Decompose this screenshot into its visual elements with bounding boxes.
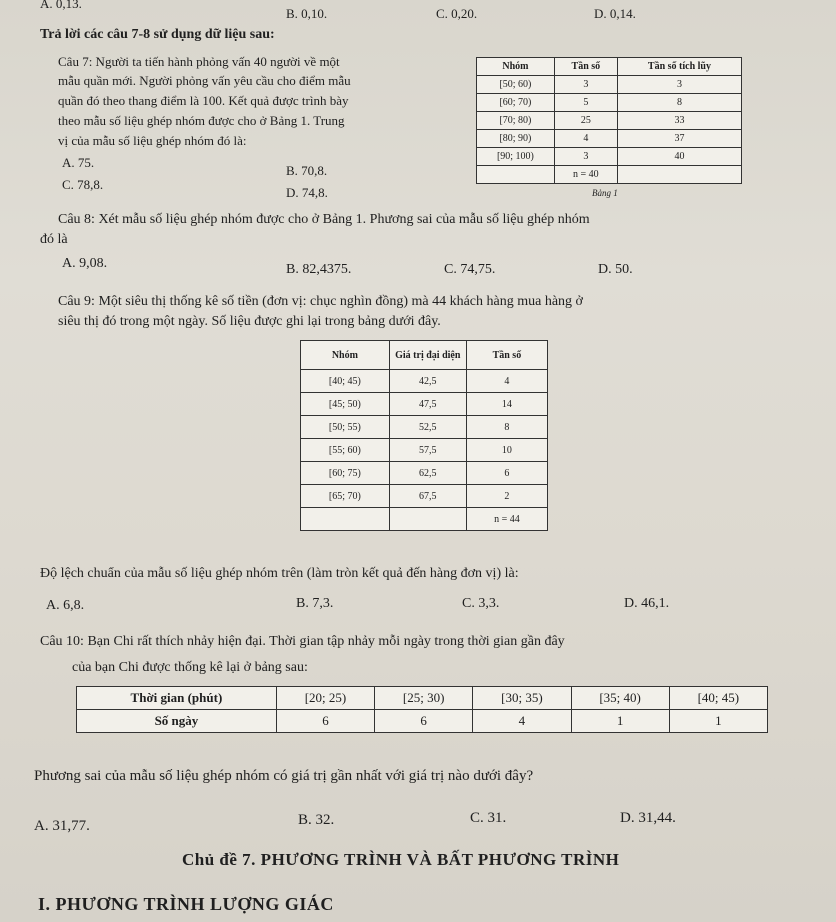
table-row <box>477 94 742 112</box>
table-row <box>477 148 742 166</box>
table-cell: 3 <box>554 76 617 94</box>
q10-option-c: C. 31. <box>470 810 507 826</box>
table-cell: [80; 90) <box>477 130 555 148</box>
table-row <box>477 76 742 94</box>
table-cell: [90; 100) <box>477 148 555 166</box>
table-1-header-cell: Tần số <box>554 58 617 76</box>
table-cell: 3 <box>617 76 741 94</box>
table-row <box>77 687 768 710</box>
table-row <box>301 508 548 531</box>
table-cell: [60; 75) <box>301 462 390 485</box>
table-2-header <box>301 341 548 370</box>
q10-question: Phương sai của mẫu số liệu ghép nhóm có giá trị gần nhất với giá trị nào dưới đây? <box>34 768 534 784</box>
table-cell: 37 <box>617 130 741 148</box>
table-2 <box>300 340 548 531</box>
table-cell: 6 <box>375 710 473 733</box>
q8-option-b: B. 82,4375. <box>286 262 352 277</box>
q8-option-a: A. 9,08. <box>62 256 108 271</box>
q7-option-b: B. 70,8. <box>286 163 328 178</box>
table-1 <box>476 57 742 184</box>
q10-option-d: D. 31,44. <box>620 810 676 826</box>
table-1-caption: Bảng 1 <box>592 188 618 198</box>
table-cell: [60; 70) <box>477 94 555 112</box>
table-cell: [65; 70) <box>301 485 390 508</box>
table-cell <box>477 166 555 184</box>
top-option-c: C. 0,20. <box>436 6 478 21</box>
table-cell: [35; 40) <box>571 687 669 710</box>
q10-option-a: A. 31,77. <box>34 818 90 834</box>
q9-option-c: C. 3,3. <box>462 596 500 611</box>
table-row <box>301 462 548 485</box>
table-row <box>301 393 548 416</box>
q9-question: Độ lệch chuẩn của mẫu số liệu ghép nhóm trên (làm tròn kết quả đến hàng đơn vị) là: <box>40 566 519 581</box>
q7-line-4: theo mẫu số liệu ghép nhóm được cho ở Bảng 1. Trung <box>58 113 345 128</box>
table-1-header-cell: Nhóm <box>477 58 555 76</box>
q8-line-2: đó là <box>40 232 68 247</box>
table-cell: 33 <box>617 112 741 130</box>
table-cell: 8 <box>617 94 741 112</box>
table-cell: 25 <box>554 112 617 130</box>
table-row <box>301 439 548 462</box>
q9-line-1: Câu 9: Một siêu thị thống kê số tiền (đơn vị: chục nghìn đồng) mà 44 khách hàng mua hàng ở <box>58 294 583 309</box>
table-row <box>477 166 742 184</box>
chapter-heading: Chủ đề 7. PHƯƠNG TRÌNH VÀ BẤT PHƯƠNG TRÌNH <box>182 850 620 869</box>
table-cell: 47,5 <box>389 393 466 416</box>
q10-line-1: Câu 10: Bạn Chi rất thích nhảy hiện đại. Thời gian tập nhảy mỗi ngày trong thời gian gần đây <box>40 634 565 649</box>
table-cell: [20; 25) <box>276 687 374 710</box>
table-cell: 40 <box>617 148 741 166</box>
table-cell: [50; 60) <box>477 76 555 94</box>
table-cell: 1 <box>669 710 767 733</box>
table-cell: 3 <box>554 148 617 166</box>
table-row <box>77 710 768 733</box>
q8-line-1: Câu 8: Xét mẫu số liệu ghép nhóm được cho ở Bảng 1. Phương sai của mẫu số liệu ghép nhóm <box>58 212 590 227</box>
table-cell: 10 <box>466 439 547 462</box>
table-cell <box>389 508 466 531</box>
table-cell: 4 <box>554 130 617 148</box>
table-row <box>477 112 742 130</box>
q9-option-b: B. 7,3. <box>296 596 334 611</box>
table-cell: 8 <box>466 416 547 439</box>
table-row <box>477 130 742 148</box>
q7-option-c: C. 78,8. <box>62 177 104 192</box>
q10-option-b: B. 32. <box>298 812 335 828</box>
section-heading: I. PHƯƠNG TRÌNH LƯỢNG GIÁC <box>38 894 334 914</box>
table-cell <box>617 166 741 184</box>
q10-line-2: của bạn Chi được thống kê lại ở bảng sau: <box>72 660 308 675</box>
q8-option-d: D. 50. <box>598 262 633 277</box>
table-cell: 1 <box>571 710 669 733</box>
table-cell: [30; 35) <box>473 687 571 710</box>
table-cell: [25; 30) <box>375 687 473 710</box>
top-option-b: B. 0,10. <box>286 6 328 21</box>
q7-option-d: D. 74,8. <box>286 185 328 200</box>
top-option-a: A. 0,13. <box>40 0 82 11</box>
q7-line-5: vị của mẫu số liệu ghép nhóm đó là: <box>58 133 247 148</box>
table-cell: Số ngày <box>77 710 277 733</box>
q9-option-d: D. 46,1. <box>624 596 670 611</box>
table-cell: [55; 60) <box>301 439 390 462</box>
table-cell <box>301 508 390 531</box>
table-cell: [40; 45) <box>669 687 767 710</box>
table-2-total: n = 44 <box>466 508 547 531</box>
q7-line-3: quần đó theo thang điểm là 100. Kết quả được trình bày <box>58 93 349 108</box>
table-cell: 4 <box>466 370 547 393</box>
table-row <box>301 370 548 393</box>
table-cell: 42,5 <box>389 370 466 393</box>
q7-line-2: mẫu quần mới. Người phỏng vấn yêu cầu cho điểm mẫu <box>58 73 351 88</box>
top-option-d: D. 0,14. <box>594 6 636 21</box>
table-1-header <box>477 58 742 76</box>
table-cell: [45; 50) <box>301 393 390 416</box>
q7-line-1: Câu 7: Người ta tiến hành phỏng vấn 40 người về một <box>58 54 340 69</box>
q7-option-a: A. 75. <box>62 155 95 170</box>
table-cell: 62,5 <box>389 462 466 485</box>
table-cell: 67,5 <box>389 485 466 508</box>
table-cell: [70; 80) <box>477 112 555 130</box>
table-cell: 4 <box>473 710 571 733</box>
table-cell: 14 <box>466 393 547 416</box>
table-cell: 5 <box>554 94 617 112</box>
table-2-header-cell: Giá trị đại diện <box>389 341 466 370</box>
intro-text: Trả lời các câu 7-8 sử dụng dữ liệu sau: <box>40 27 275 42</box>
table-cell: [40; 45) <box>301 370 390 393</box>
table-cell: 6 <box>466 462 547 485</box>
q9-line-2: siêu thị đó trong một ngày. Số liệu được ghi lại trong bảng dưới đây. <box>58 314 441 329</box>
table-1-total: n = 40 <box>554 166 617 184</box>
q9-option-a: A. 6,8. <box>46 598 85 613</box>
table-cell: 6 <box>276 710 374 733</box>
q8-option-c: C. 74,75. <box>444 262 496 277</box>
table-row <box>301 416 548 439</box>
table-cell: 52,5 <box>389 416 466 439</box>
table-cell: 57,5 <box>389 439 466 462</box>
table-cell: [50; 55) <box>301 416 390 439</box>
table-cell: Thời gian (phút) <box>77 687 277 710</box>
table-3 <box>76 686 768 733</box>
table-2-header-cell: Tần số <box>466 341 547 370</box>
table-cell: 2 <box>466 485 547 508</box>
table-2-header-cell: Nhóm <box>301 341 390 370</box>
table-row <box>301 485 548 508</box>
table-1-header-cell: Tần số tích lũy <box>617 58 741 76</box>
